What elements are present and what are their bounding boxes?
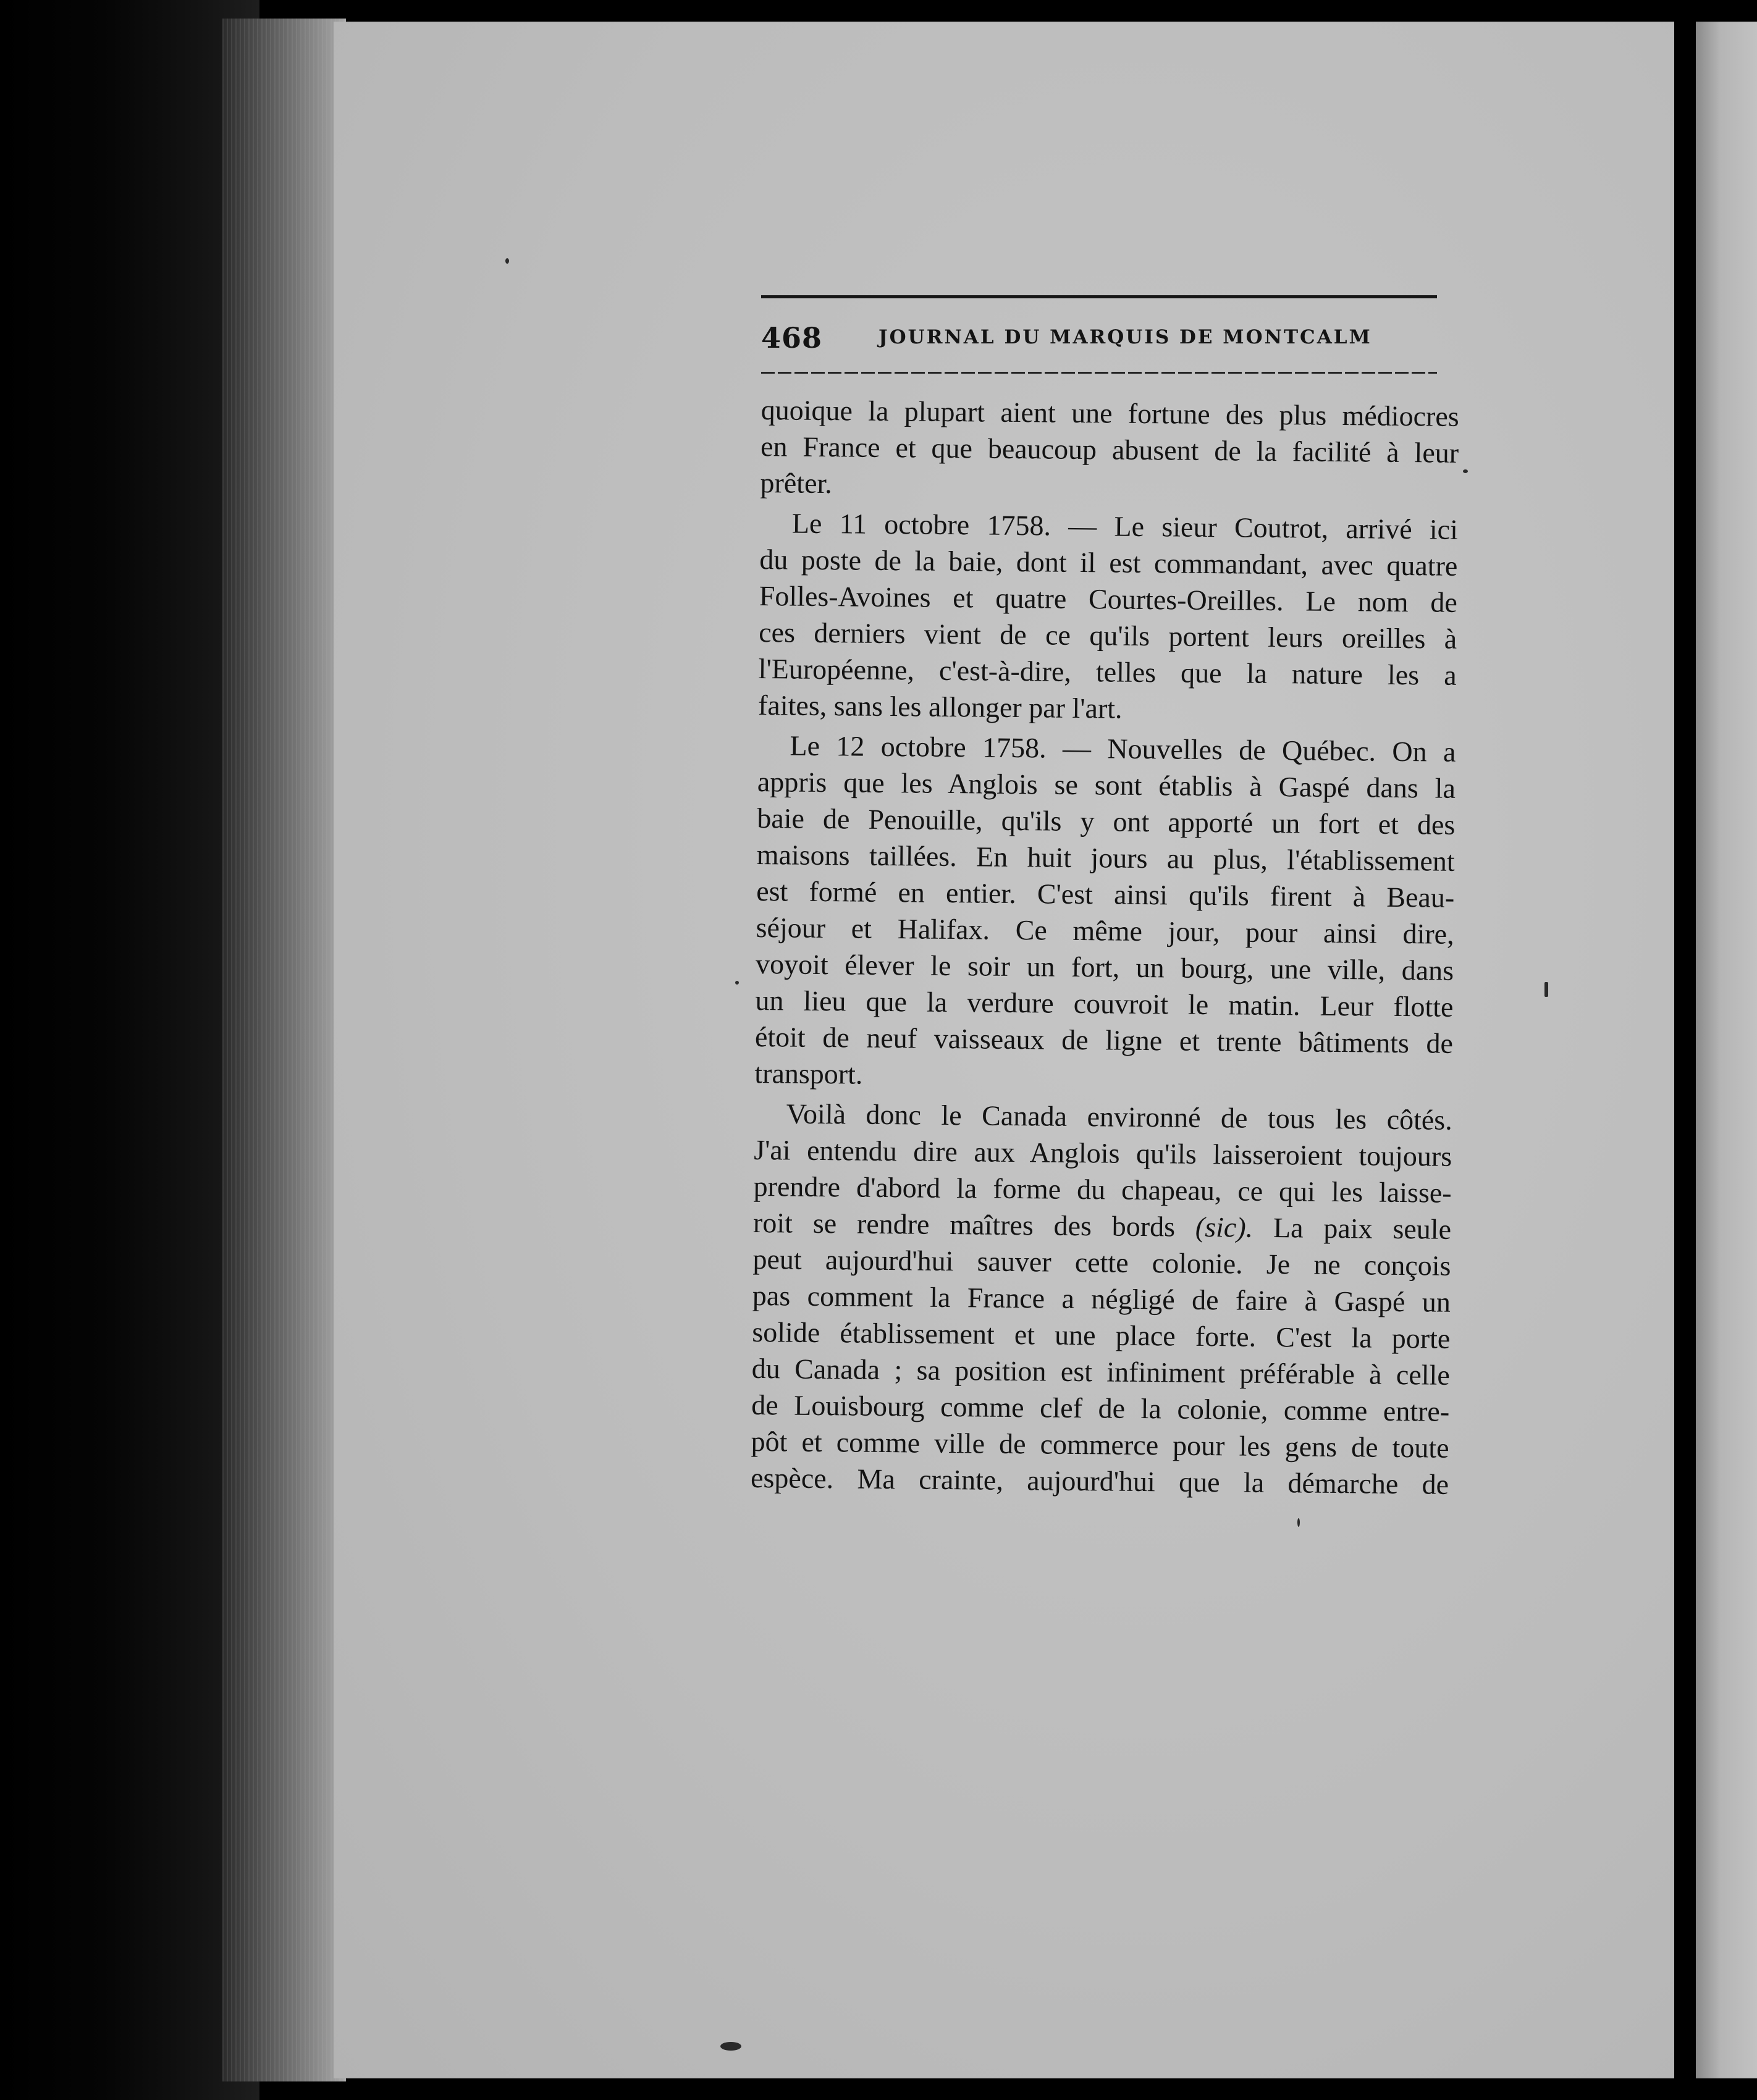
text-line: prêter. (760, 466, 833, 500)
scan-speck (1544, 982, 1548, 997)
text-line: baie de Penouille, qu'ils y ont apporté un fort et des (757, 802, 1456, 841)
adjacent-page-sliver (1696, 22, 1757, 2078)
text-line: pas comment la France a négligé de faire à Gaspé un (752, 1279, 1451, 1318)
text-fragment: La paix seule (1252, 1211, 1452, 1245)
scan-speck (1297, 1518, 1300, 1527)
scan-speck (720, 2042, 741, 2051)
sic-italic: (sic). (1195, 1211, 1253, 1243)
text-line: voyoit élever le soir un fort, un bourg, une ville, dans (755, 947, 1454, 986)
header-rule-top (761, 295, 1437, 298)
text-line: Voilà donc le Canada environné de tous les côtés. (786, 1098, 1452, 1136)
page-edges-streaks (222, 19, 346, 2081)
scan-speck (1463, 469, 1468, 473)
text-line: étoit de neuf vaisseaux de ligne et trente bâtiments de (754, 1020, 1454, 1059)
text-line: Le 12 octobre 1758. — Nouvelles de Québec. On a (790, 729, 1456, 768)
text-line: transport. (754, 1057, 863, 1090)
text-line: maisons taillées. En huit jours au plus, l'établissement (756, 838, 1455, 877)
text-line: peut aujourd'hui sauver cette colonie. Je ne conçois (752, 1243, 1451, 1282)
text-fragment: roit se rendre maîtres des bords (752, 1206, 1196, 1243)
text-line: de Louisbourg comme clef de la colonie, comme entre- (751, 1388, 1450, 1427)
paragraph-voila-donc (751, 1095, 1452, 1503)
book-edge-shadow (0, 0, 259, 2100)
text-line: faites, sans les allonger par l'art. (757, 689, 1123, 724)
body-text (751, 392, 1459, 1503)
text-line: J'ai entendu dire aux Anglois qu'ils laisseroient toujours (753, 1133, 1452, 1172)
text-line: du poste de la baie, dont il est commandant, avec quatre (759, 543, 1458, 582)
text-line: solide établissement et une place forte. C'est la porte (752, 1316, 1451, 1354)
paragraph-entry-12-octobre (754, 727, 1456, 1098)
running-head (761, 321, 1437, 364)
page-number: 468 (761, 321, 823, 355)
text-line: séjour et Halifax. Ce même jour, pour ainsi dire, (756, 911, 1454, 950)
text-line: l'Européenne, c'est-à-dire, telles que la nature les a (758, 652, 1457, 691)
scan-speck (735, 981, 739, 985)
text-line: du Canada ; sa position est infiniment préférable à celle (751, 1352, 1451, 1391)
text-line: quoique la plupart aient une fortune des plus médiocres (761, 393, 1459, 432)
scan-speck (505, 258, 509, 264)
text-line: un lieu que la verdure couvroit le matin. Leur flotte (755, 984, 1454, 1023)
header-rule-bottom (761, 372, 1437, 374)
gutter-shadow (1674, 0, 1696, 2100)
text-line: Le 11 octobre 1758. — Le sieur Coutrot, arrivé ici (791, 507, 1459, 545)
text-line: prendre d'abord la forme du chapeau, ce qui les laisse- (753, 1170, 1452, 1209)
text-line: est formé en entier. C'est ainsi qu'ils firent à Beau- (756, 875, 1455, 914)
text-line-sic (753, 1204, 1452, 1248)
text-line: en France et que beaucoup abusent de la facilité à leur (760, 430, 1459, 469)
text-line: ces derniers vient de ce qu'ils portent leurs oreilles à (759, 616, 1457, 655)
paragraph-1 (760, 392, 1459, 508)
text-line: pôt et comme ville de commerce pour les gens de toute (751, 1425, 1449, 1464)
text-line: appris que les Anglois se sont établis à Gaspé dans la (757, 765, 1456, 804)
text-line: espèce. Ma crainte, aujourd'hui que la démarche de (750, 1461, 1449, 1500)
running-title: JOURNAL DU MARQUIS DE MONTCALM (878, 326, 1372, 348)
paragraph-entry-11-octobre (758, 505, 1458, 730)
text-line: Folles-Avoines et quatre Courtes-Oreilles. Le nom de (759, 579, 1458, 618)
